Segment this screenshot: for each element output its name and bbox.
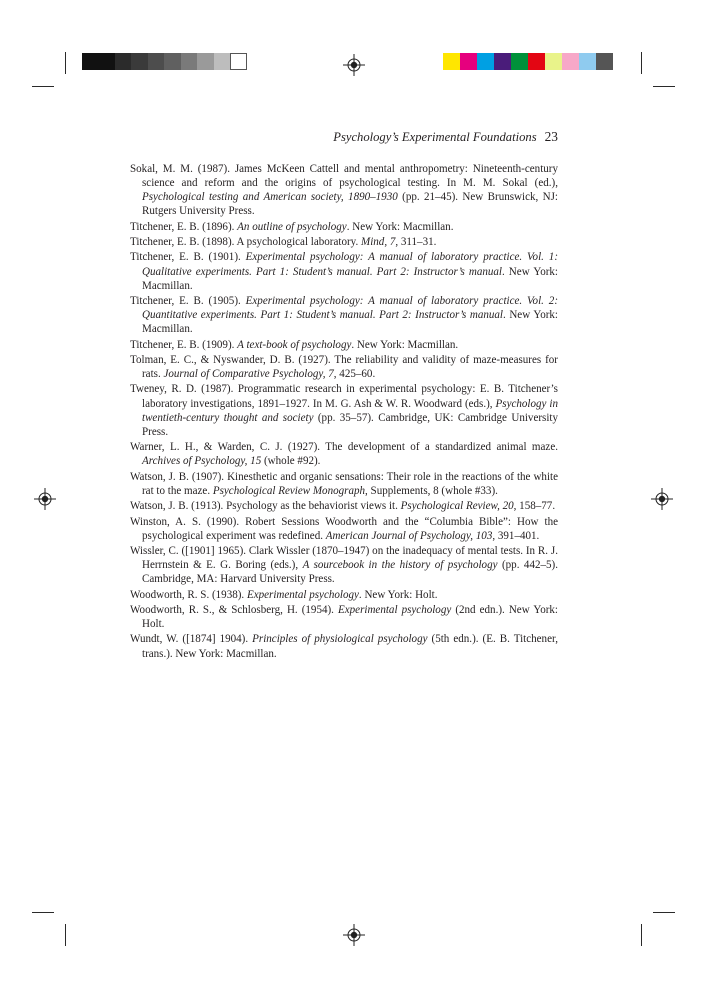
grayscale-swatch xyxy=(214,53,230,70)
running-head-title: Psychology’s Experimental Foundations xyxy=(333,130,537,144)
reference-italic-text: Experimental psychology: A manual of laboratory practice. Vol. 1: Qualitative experiments. Part 1: Student’s manual. Part 2: Instructor’s manual xyxy=(142,251,558,278)
reference-italic-text: Psychological Review, 20 xyxy=(400,500,514,513)
crop-mark-top-left-horizontal xyxy=(32,86,54,87)
reference-entry xyxy=(130,603,558,631)
crop-mark-bottom-left-horizontal xyxy=(32,912,54,913)
reference-italic-text: Experimental psychology xyxy=(246,588,359,601)
color-swatch xyxy=(528,53,545,70)
reference-entry xyxy=(130,470,558,498)
reference-text: , 158–77. xyxy=(513,500,556,513)
reference-italic-text: Archives of Psychology, 15 xyxy=(142,455,262,468)
reference-text: Titchener, E. B. (1905). xyxy=(130,295,246,308)
grayscale-swatch xyxy=(82,53,98,70)
crop-mark-top-right-vertical xyxy=(641,52,642,74)
reference-entry xyxy=(130,499,558,513)
color-swatch xyxy=(494,53,511,70)
color-swatch xyxy=(579,53,596,70)
color-calibration-bar xyxy=(443,53,613,70)
reference-text: (whole #92). xyxy=(261,455,321,468)
grayscale-swatch xyxy=(131,53,148,70)
reference-text: Titchener, E. B. (1898). A psychological laboratory. xyxy=(130,236,361,249)
reference-text: (5th edn.). (E. B. Titchener, trans.). New York: Macmillan. xyxy=(142,633,558,660)
reference-text: (2nd edn.). New York: Holt. xyxy=(142,603,558,631)
reference-text: . New York: Macmillan. xyxy=(142,265,558,292)
reference-entry xyxy=(130,338,558,352)
reference-text: (pp. 35–57). Cambridge, UK: Cambridge University Press. xyxy=(142,411,558,438)
registration-mark-right-icon xyxy=(651,488,673,510)
color-swatch xyxy=(511,53,528,70)
reference-text: Watson, J. B. (1913). Psychology as the behaviorist views it. xyxy=(130,500,401,513)
reference-italic-text: Experimental psychology xyxy=(338,603,452,616)
reference-entry xyxy=(130,353,558,381)
reference-text: Titchener, E. B. (1909). xyxy=(130,338,238,351)
color-swatch xyxy=(477,53,494,70)
crop-mark-top-left-vertical xyxy=(65,52,66,74)
grayscale-calibration-bar xyxy=(82,53,247,70)
reference-entry xyxy=(130,250,558,292)
reference-italic-text: Psychological testing and American society, 1890–1930 xyxy=(142,191,398,204)
reference-text: Woodworth, R. S., & Schlosberg, H. (1954). xyxy=(130,603,338,616)
grayscale-swatch xyxy=(164,53,181,70)
reference-italic-text: A sourcebook in the history of psychology xyxy=(302,559,498,572)
reference-entry xyxy=(130,515,558,543)
reference-text: . New York: Holt. xyxy=(358,588,438,601)
reference-entry xyxy=(130,632,558,660)
reference-text: (pp. 442–5). Cambridge, MA: Harvard University Press. xyxy=(142,559,558,586)
registration-mark-top-icon xyxy=(343,54,365,76)
registration-mark-left-icon xyxy=(34,488,56,510)
reference-text: , 425–60. xyxy=(333,368,376,381)
color-swatch xyxy=(562,53,579,70)
reference-text: Sokal, M. M. (1987). James McKeen Cattell and mental anthropometry: Nineteenth-century science and reform and the origins of psychological testing. In M. M. Sokal (ed.), xyxy=(130,163,558,190)
reference-entry xyxy=(130,382,558,438)
reference-italic-text: An outline of psychology xyxy=(237,220,347,233)
reference-entry xyxy=(130,294,558,336)
color-swatch xyxy=(545,53,562,70)
reference-entry xyxy=(130,235,558,249)
reference-text: . New York: Macmillan. xyxy=(142,309,559,336)
reference-italic-text: Mind, 7 xyxy=(361,236,396,249)
grayscale-swatch xyxy=(115,53,131,70)
reference-entry xyxy=(130,440,558,468)
color-swatch xyxy=(460,53,477,70)
crop-mark-bottom-left-vertical xyxy=(65,924,66,946)
reference-text: . New York: Macmillan. xyxy=(351,338,459,351)
reference-italic-text: Principles of physiological psychology xyxy=(252,633,428,646)
running-head xyxy=(130,129,558,145)
reference-text: Tweney, R. D. (1987). Programmatic research in experimental psychology: E. B. Titchener’s laboratory investigations, 1891–1927. In M. G. Ash & W. R. Woodward (eds.), xyxy=(130,383,558,410)
grayscale-swatch xyxy=(230,53,247,70)
reference-entry xyxy=(130,588,558,602)
grayscale-swatch xyxy=(197,53,214,70)
reference-italic-text: Journal of Comparative Psychology, 7 xyxy=(163,368,334,381)
reference-italic-text: American Journal of Psychology, 103 xyxy=(325,529,493,542)
reference-entry xyxy=(130,544,558,586)
reference-text: Tolman, E. C., & Nyswander, D. B. (1927). The reliability and validity of maze-measures for rats. xyxy=(130,354,558,381)
crop-mark-bottom-right-vertical xyxy=(641,924,642,946)
reference-text: Titchener, E. B. (1901). xyxy=(130,251,246,264)
reference-text: Wissler, C. ([1901] 1965). Clark Wissler (1870–1947) on the inadequacy of mental tests. In R. J. Herrnstein & E. G. Boring (eds.), xyxy=(130,545,558,572)
color-swatch xyxy=(443,53,460,70)
reference-text: Wundt, W. ([1874] 1904). xyxy=(130,633,253,646)
reference-text: , Supplements, 8 (whole #33). xyxy=(365,484,498,497)
grayscale-swatch xyxy=(148,53,164,70)
reference-italic-text: Psychology in twentieth-century thought and society xyxy=(142,397,559,424)
reference-text: (pp. 21–45). New Brunswick, NJ: Rutgers University Press. xyxy=(142,191,559,218)
grayscale-swatch xyxy=(98,53,115,70)
page-number: 23 xyxy=(544,129,558,144)
registration-mark-bottom-icon xyxy=(343,924,365,946)
grayscale-swatch xyxy=(181,53,197,70)
reference-italic-text: Psychological Review Monograph xyxy=(212,484,366,497)
reference-entry xyxy=(130,162,558,218)
reference-entry xyxy=(130,220,558,234)
reference-list xyxy=(130,162,558,662)
reference-text: Woodworth, R. S. (1938). xyxy=(130,588,247,601)
crop-mark-bottom-right-horizontal xyxy=(653,912,675,913)
reference-text: Winston, A. S. (1990). Robert Sessions Woodworth and the “Columbia Bible”: How the psychological experiment was redefined. xyxy=(130,515,558,542)
reference-text: Warner, L. H., & Warden, C. J. (1927). The development of a standardized animal maze. xyxy=(130,441,558,454)
crop-mark-top-right-horizontal xyxy=(653,86,675,87)
reference-text: Watson, J. B. (1907). Kinesthetic and organic sensations: Their role in the reactions of the white rat to the maze. xyxy=(130,470,558,497)
reference-text: , 391–401. xyxy=(492,529,540,542)
color-swatch xyxy=(596,53,613,70)
reference-text: . New York: Macmillan. xyxy=(346,220,454,233)
reference-italic-text: Experimental psychology: A manual of laboratory practice. Vol. 2: Quantitative experiments. Part 1: Student’s manual. Part 2: Instructor’s manual xyxy=(142,295,558,322)
reference-italic-text: A text-book of psychology xyxy=(237,338,352,351)
reference-text: Titchener, E. B. (1896). xyxy=(130,220,238,233)
reference-text: , 311–31. xyxy=(395,236,437,249)
